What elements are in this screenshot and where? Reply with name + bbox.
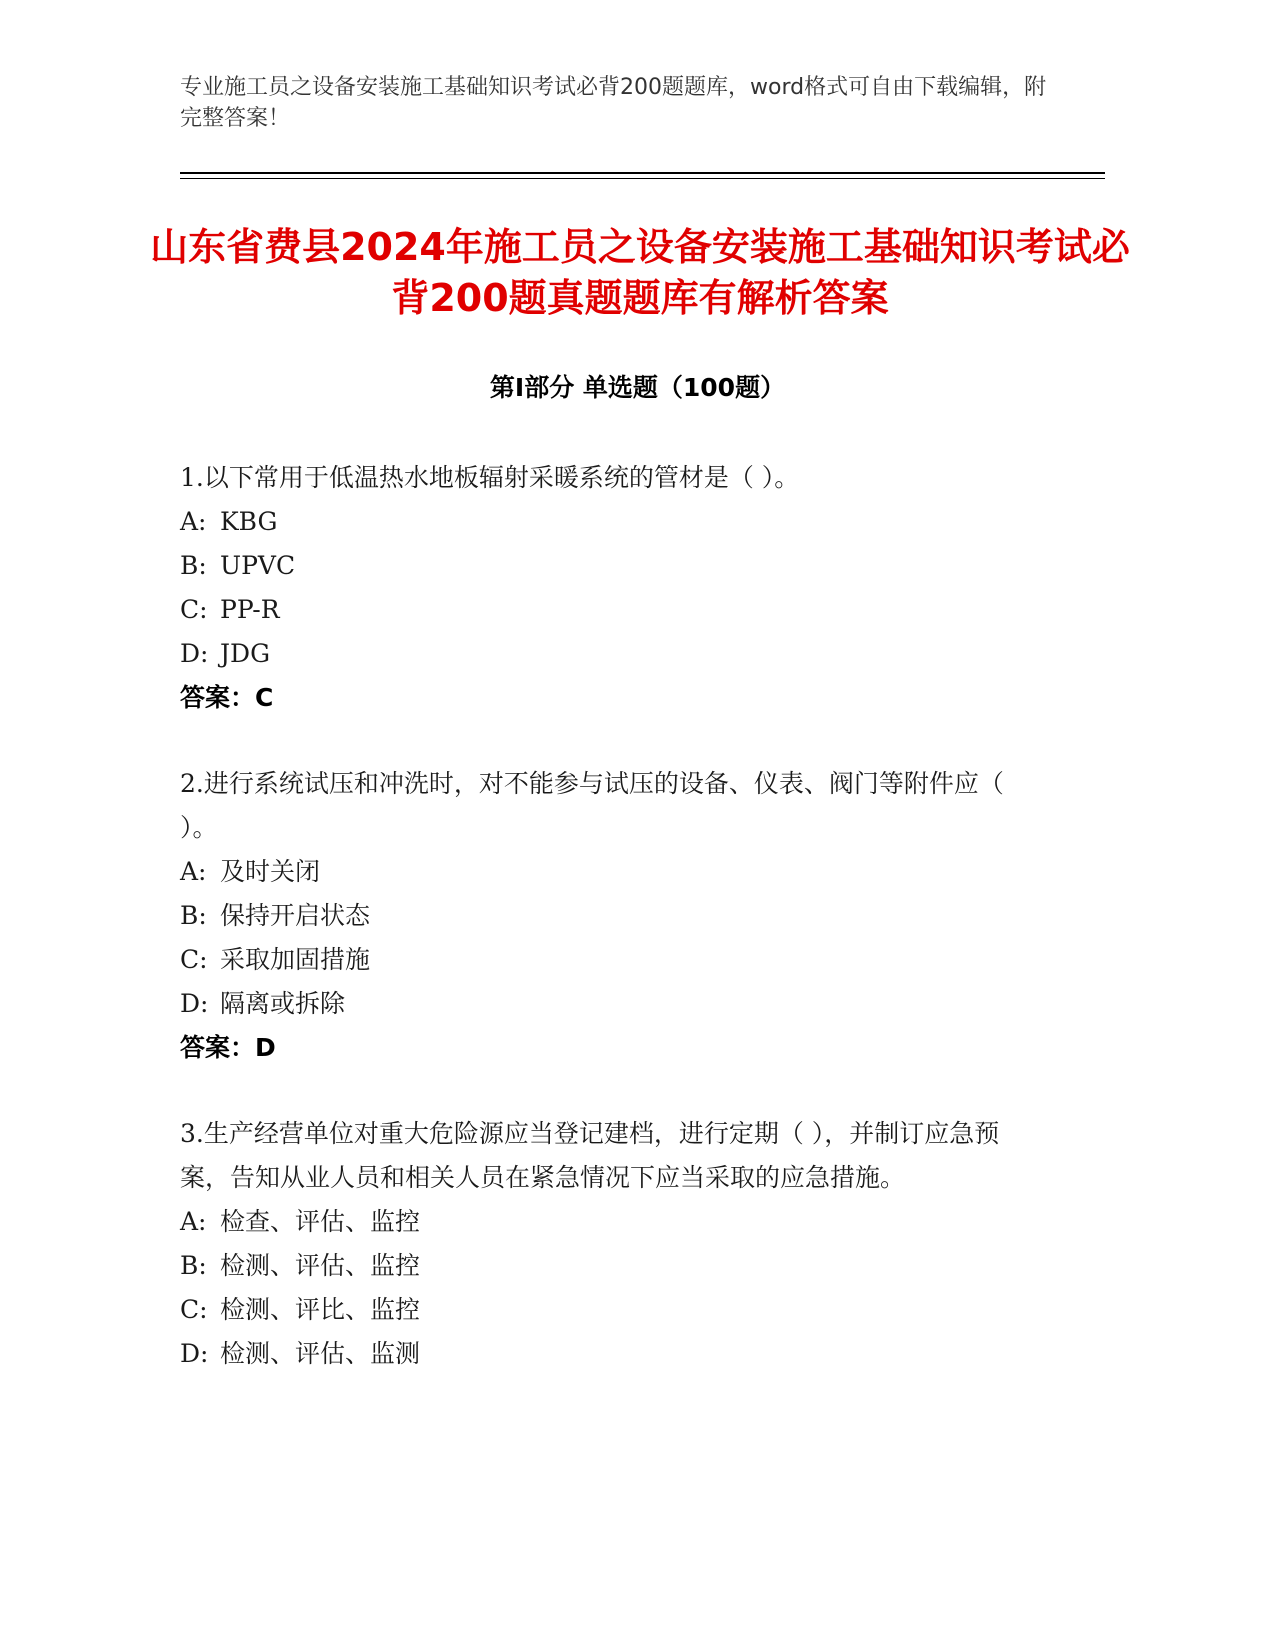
option-text: JDG <box>220 639 271 668</box>
option-key: B: <box>180 1251 207 1280</box>
header-divider-thin <box>180 178 1105 179</box>
option-a <box>180 850 1040 894</box>
option-text: UPVC <box>220 551 296 580</box>
option-key: B: <box>180 551 207 580</box>
option-text: PP-R <box>220 595 280 624</box>
option-text: 采取加固措施 <box>220 945 371 974</box>
option-text: 检测、评估、监测 <box>220 1339 421 1368</box>
option-key: C: <box>180 1295 208 1324</box>
option-c <box>180 938 1040 982</box>
option-key: B: <box>180 901 207 930</box>
option-key: D: <box>180 989 209 1018</box>
option-key: A: <box>180 507 207 536</box>
option-d <box>180 632 1040 676</box>
option-a <box>180 1200 1040 1244</box>
question-list <box>180 456 1040 1418</box>
option-text: 检查、评估、监控 <box>220 1207 421 1236</box>
option-key: D: <box>180 639 209 668</box>
section-heading: 第Ⅰ部分 单选题（100题） <box>489 373 786 402</box>
question-stem: 2.进行系统试压和冲洗时，对不能参与试压的设备、仪表、阀门等附件应（ ）。 <box>180 769 1004 842</box>
header-divider-thick <box>180 172 1105 174</box>
answer-line: 答案：D <box>180 1033 276 1062</box>
document-title: 山东省费县2024年施工员之设备安装施工基础知识考试必背200题真题题库有解析答案 <box>150 225 1130 320</box>
option-text: 检测、评估、监控 <box>220 1251 421 1280</box>
option-text: 及时关闭 <box>220 857 321 886</box>
option-b <box>180 894 1040 938</box>
question-stem: 3.生产经营单位对重大危险源应当登记建档，进行定期（ ），并制订应急预案，告知从业人员和相关人员在紧急情况下应当采取的应急措施。 <box>180 1119 1000 1192</box>
option-a <box>180 500 1040 544</box>
option-d <box>180 1332 1040 1376</box>
option-key: C: <box>180 945 208 974</box>
option-c <box>180 1288 1040 1332</box>
option-key: A: <box>180 857 207 886</box>
question-3 <box>180 1112 1040 1376</box>
option-text: KBG <box>220 507 278 536</box>
question-1 <box>180 456 1040 720</box>
option-text: 检测、评比、监控 <box>220 1295 421 1324</box>
answer-line: 答案：C <box>180 683 274 712</box>
option-b <box>180 1244 1040 1288</box>
option-text: 隔离或拆除 <box>220 989 346 1018</box>
option-key: A: <box>180 1207 207 1236</box>
option-key: C: <box>180 595 208 624</box>
option-b <box>180 544 1040 588</box>
document-header-note: 专业施工员之设备安装施工基础知识考试必背200题题库，word格式可自由下载编辑，附完整答案！ <box>180 75 1047 131</box>
option-d <box>180 982 1040 1026</box>
option-text: 保持开启状态 <box>220 901 371 930</box>
question-2 <box>180 762 1040 1070</box>
option-c <box>180 588 1040 632</box>
option-key: D: <box>180 1339 209 1368</box>
question-stem: 1.以下常用于低温热水地板辐射采暖系统的管材是（ ）。 <box>180 463 800 492</box>
